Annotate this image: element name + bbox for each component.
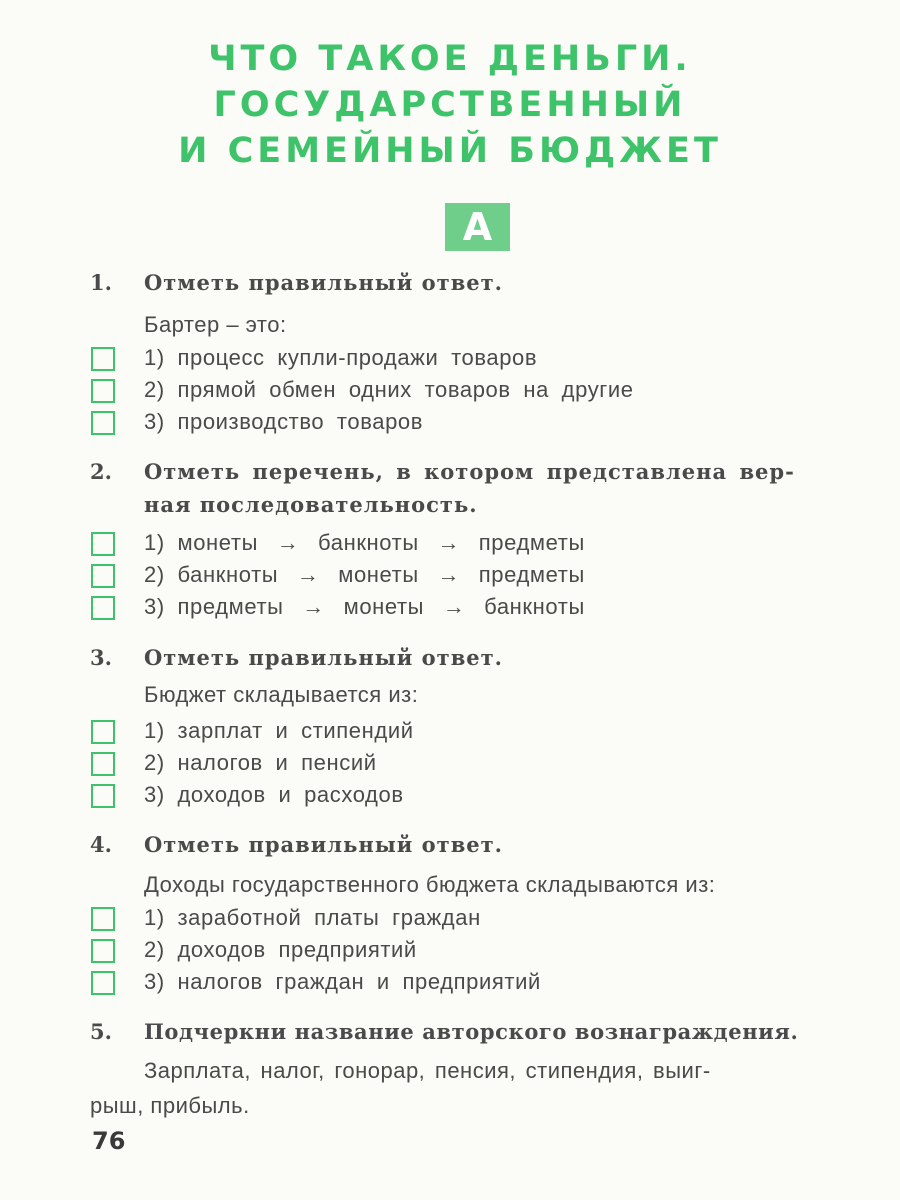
question-2-option-3[interactable] bbox=[90, 596, 870, 624]
option-number: 3) bbox=[144, 594, 165, 619]
question-3-option-1[interactable] bbox=[90, 720, 870, 748]
sequence-item: монеты bbox=[338, 562, 419, 587]
page-title bbox=[0, 36, 900, 174]
question-1-text: Отметь правильный ответ. bbox=[144, 270, 503, 295]
answer-checkbox[interactable] bbox=[91, 784, 115, 808]
question-5-number: 5. bbox=[90, 1019, 112, 1044]
sequence-item: предметы bbox=[478, 562, 585, 587]
option-label: 3) налогов граждан и предприятий bbox=[144, 969, 541, 994]
answer-checkbox[interactable] bbox=[91, 720, 115, 744]
question-4-number: 4. bbox=[90, 832, 112, 857]
option-label bbox=[144, 562, 585, 588]
answer-checkbox[interactable] bbox=[91, 347, 115, 371]
question-1-option-2[interactable] bbox=[90, 379, 870, 407]
answer-checkbox[interactable] bbox=[91, 411, 115, 435]
question-1-intro: Бартер – это: bbox=[144, 312, 287, 337]
page-number: 76 bbox=[92, 1127, 126, 1155]
option-label: 2) налогов и пенсий bbox=[144, 750, 377, 775]
option-label: 1) заработной платы граждан bbox=[144, 905, 481, 930]
answer-checkbox[interactable] bbox=[91, 939, 115, 963]
answer-checkbox[interactable] bbox=[91, 596, 115, 620]
sequence-item: банкноты bbox=[318, 530, 419, 555]
question-4-text: Отметь правильный ответ. bbox=[144, 832, 503, 857]
arrow-icon: → bbox=[276, 530, 300, 555]
arrow-icon: → bbox=[442, 594, 466, 619]
sequence-item: предметы bbox=[177, 594, 284, 619]
sequence-item: монеты bbox=[343, 594, 425, 619]
option-label: 1) процесс купли-продажи товаров bbox=[144, 345, 538, 370]
answer-checkbox[interactable] bbox=[91, 564, 115, 588]
arrow-icon: → bbox=[437, 530, 461, 555]
question-3-text: Отметь правильный ответ. bbox=[144, 645, 503, 670]
sequence-item: банкноты bbox=[484, 594, 585, 619]
option-label: 2) прямой обмен одних товаров на другие bbox=[144, 377, 634, 402]
option-label: 3) производство товаров bbox=[144, 409, 424, 434]
question-2-text-line-1: Отметь перечень, в котором представлена вер- bbox=[144, 459, 795, 484]
question-5-words-line-1[interactable]: Зарплата, налог, гонорар, пенсия, стипендия, выиг- bbox=[144, 1058, 711, 1083]
question-4-option-2[interactable] bbox=[90, 939, 870, 967]
answer-checkbox[interactable] bbox=[91, 971, 115, 995]
question-5-words-line-2[interactable]: рыш, прибыль. bbox=[90, 1093, 250, 1118]
option-label: 2) доходов предприятий bbox=[144, 937, 417, 962]
question-2-option-1[interactable] bbox=[90, 532, 870, 560]
question-4-intro: Доходы государственного бюджета складываются из: bbox=[144, 872, 716, 897]
answer-checkbox[interactable] bbox=[91, 752, 115, 776]
question-1-number: 1. bbox=[90, 270, 112, 295]
arrow-icon: → bbox=[296, 562, 320, 587]
question-3-option-2[interactable] bbox=[90, 752, 870, 780]
question-3-intro: Бюджет складывается из: bbox=[144, 682, 419, 707]
question-5-text: Подчеркни название авторского вознаграждения. bbox=[144, 1019, 799, 1044]
answer-checkbox[interactable] bbox=[91, 379, 115, 403]
sequence-item: банкноты bbox=[177, 562, 279, 587]
question-4-option-3[interactable] bbox=[90, 971, 870, 999]
option-number: 1) bbox=[144, 530, 165, 555]
question-2-text-line-2: ная последовательность. bbox=[144, 492, 478, 517]
question-4-option-1[interactable] bbox=[90, 907, 870, 935]
question-2-option-2[interactable] bbox=[90, 564, 870, 592]
question-3-number: 3. bbox=[90, 645, 112, 670]
sequence-item: предметы bbox=[478, 530, 585, 555]
question-1-option-3[interactable] bbox=[90, 411, 870, 439]
option-label bbox=[144, 530, 585, 556]
question-2-number: 2. bbox=[90, 459, 112, 484]
option-label bbox=[144, 594, 585, 620]
option-number: 2) bbox=[144, 562, 165, 587]
sequence-item: монеты bbox=[177, 530, 258, 555]
title-line-3: И СЕМЕЙНЫЙ БЮДЖЕТ bbox=[178, 131, 722, 171]
option-label: 3) доходов и расходов bbox=[144, 782, 404, 807]
title-line-1: ЧТО ТАКОЕ ДЕНЬГИ. bbox=[208, 39, 692, 79]
answer-checkbox[interactable] bbox=[91, 532, 115, 556]
question-1-option-1[interactable] bbox=[90, 347, 870, 375]
answer-checkbox[interactable] bbox=[91, 907, 115, 931]
section-badge: А bbox=[445, 203, 510, 251]
arrow-icon: → bbox=[302, 594, 325, 619]
arrow-icon: → bbox=[437, 562, 461, 587]
title-line-2: ГОСУДАРСТВЕННЫЙ bbox=[213, 85, 687, 125]
question-3-option-3[interactable] bbox=[90, 784, 870, 812]
option-label: 1) зарплат и стипендий bbox=[144, 718, 414, 743]
